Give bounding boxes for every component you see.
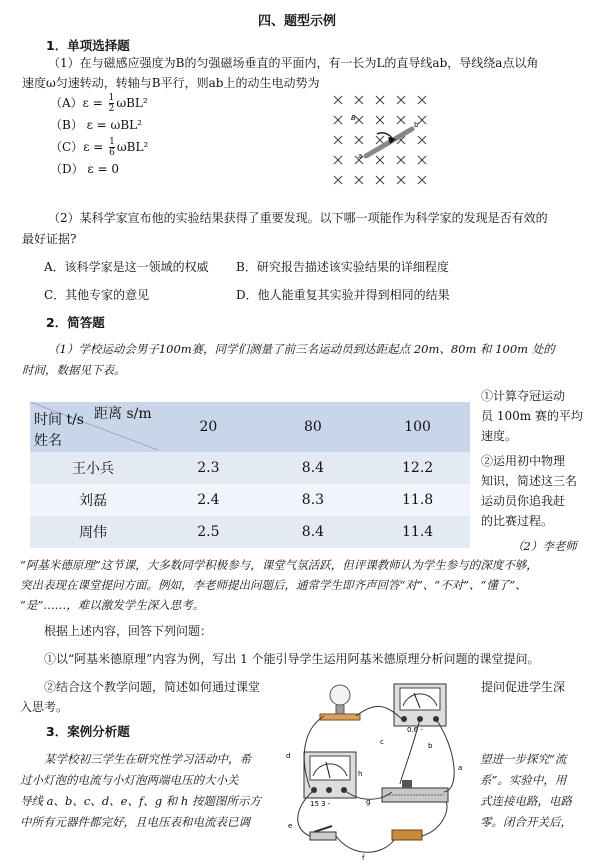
field-cross-icon: [355, 176, 363, 184]
value-cell: 11.4: [402, 524, 434, 540]
p3-left-l3: 导线 a、b、c、d、e、f、g 和 h 按题图所示方: [20, 794, 261, 808]
p3-right-l3: 式连接电路，电路: [480, 794, 572, 808]
p2-prompt: 根据上述内容，回答下列问题：: [44, 624, 213, 638]
p3-right-l2: 系”。实验中，用: [480, 773, 567, 787]
p2-q2-line2: 突出表现在课堂提问方面。例如，李老师提出问题后，通常学生即齐声回答“对”、“不对”、“懂了”、: [20, 578, 527, 592]
rheostat-icon: [382, 780, 448, 802]
side-q2-l1: ②运用初中物理: [481, 454, 566, 468]
q2-option-d: D．他人能重复其实验并得到相同的结果: [236, 288, 450, 302]
name-cell: 刘磊: [79, 493, 108, 509]
wire-label-g: g: [366, 798, 371, 806]
value-cell: 8.3: [301, 492, 325, 508]
magnetic-field-figure: [330, 94, 440, 196]
field-cross-icon: [397, 116, 405, 124]
p3-right-l4: 零。闭合开关后，: [480, 815, 572, 829]
ammeter-scale: 0.6 -: [407, 726, 423, 734]
p2-q1-line1: （1）学校运动会男子100m赛，同学们测量了前三名运动员到达距起点 20m、80m 和 100m 处的: [48, 342, 555, 356]
q2-line2: 最好证据?: [22, 232, 77, 246]
field-cross-icon: [334, 156, 342, 164]
side-q1-l3: 速度。: [481, 429, 518, 443]
q1-option-d: （D） ε = 0: [50, 162, 119, 176]
field-cross-icon: [376, 176, 384, 184]
heading-single-choice: 1．单项选择题: [46, 38, 130, 53]
label-B: B: [351, 114, 356, 122]
label-b: b: [414, 121, 419, 129]
field-cross-icon: [397, 176, 405, 184]
value-cell: 11.8: [402, 492, 434, 508]
field-cross-icon: [355, 116, 363, 124]
q1-line1: （1）在与磁感应强度为B的匀强磁场垂直的平面内，有一长为L的直导线ab，导线绕a点以角: [48, 56, 539, 70]
race-time-table: [30, 402, 470, 548]
circuit-figure: [282, 680, 472, 864]
voltmeter-icon: [304, 752, 356, 798]
label-a: a: [358, 152, 363, 160]
corner-time: 时间 t/s: [34, 412, 84, 428]
value-cell: 8.4: [301, 524, 325, 540]
p2-q2-tail: （2）李老师: [512, 539, 577, 553]
wire-label-d: d: [286, 752, 291, 760]
name-cell: 周伟: [79, 525, 108, 541]
wire-label-b: b: [428, 742, 433, 750]
value-cell: 2.3: [197, 460, 220, 476]
field-cross-icon: [334, 136, 342, 144]
q1-option-b: （B） ε = ωBL²: [50, 118, 142, 132]
q2-option-c: C．其他专家的意见: [44, 288, 150, 302]
table-corner: [30, 402, 156, 452]
p2-sub2-right: 提问促进学生深: [481, 680, 566, 694]
p2-q2-line1: “阿基米德原理”这节课，大多数同学积极参与，课堂气氛活跃，但评课教师认为学生参与的深度不够，: [20, 558, 538, 572]
header-cell: 80: [261, 402, 366, 452]
field-cross-icon: [418, 96, 426, 104]
wire-label-e: e: [288, 822, 293, 830]
voltmeter-scale: 15 3 -: [310, 800, 331, 808]
side-q2-l3: 运动员你追我赶: [481, 494, 566, 508]
field-cross-icon: [355, 136, 363, 144]
section-title: 四、题型示例: [258, 14, 337, 29]
field-cross-icon: [376, 156, 384, 164]
field-cross-icon: [334, 96, 342, 104]
p2-sub2-left: ②结合这个教学问题，简述如何通过课堂: [44, 680, 261, 694]
side-q2-l2: 知识，简述这三名: [481, 474, 578, 488]
name-cell: 王小兵: [72, 461, 115, 477]
header-cell: 20: [156, 402, 261, 452]
wire-label-a: a: [458, 764, 463, 772]
field-cross-icon: [418, 136, 426, 144]
side-q2-l4: 的比赛过程。: [481, 514, 554, 528]
switch-icon: [310, 826, 336, 840]
p2-q1-line2: 时间，数据见下表。: [22, 363, 126, 377]
side-q1-l2: 员 100m 赛的平均: [481, 409, 583, 423]
table-row: [30, 452, 470, 484]
corner-distance: 距离 s/m: [94, 406, 152, 422]
p3-right-l1: 望进一步探究“流: [480, 752, 567, 766]
value-cell: 2.4: [197, 492, 220, 508]
field-cross-icon: [418, 156, 426, 164]
field-cross-icon: [376, 96, 384, 104]
corner-name: 姓名: [34, 433, 62, 449]
heading-short-answer: 2．简答题: [46, 315, 105, 330]
p3-left-l2: 过小灯泡的电流与小灯泡两端电压的大小关: [20, 773, 239, 787]
q2-line1: （2）某科学家宣布他的实验结果获得了重要发现。以下哪一项能作为科学家的发现是否有效的: [48, 211, 548, 225]
value-cell: 12.2: [402, 460, 434, 476]
heading-case-analysis: 3．案例分析题: [46, 724, 130, 739]
q1-line2: 速度ω匀速转动，转轴与B平行，则ab上的动生电动势为: [22, 76, 320, 90]
q1-option-c: （C）ε = $\frac{1}{6}$ ωBL²: [50, 137, 149, 158]
value-cell: 8.4: [301, 460, 325, 476]
field-cross-icon: [418, 116, 426, 124]
field-cross-icon: [334, 176, 342, 184]
p3-left-l4: 中所有元器件都完好，且电压表和电流表已调: [20, 815, 250, 829]
table-row: [30, 484, 470, 516]
q2-option-a: A．该科学家是这一领域的权威: [44, 260, 209, 274]
table-row: [30, 516, 470, 548]
wire-label-c: c: [380, 738, 384, 746]
battery-icon: [392, 830, 422, 840]
field-cross-icon: [418, 176, 426, 184]
side-q1-l1: ①计算夺冠运动: [481, 389, 566, 403]
field-cross-icon: [397, 96, 405, 104]
header-cell: 100: [365, 402, 470, 452]
field-cross-icon: [355, 96, 363, 104]
wire-label-f: f: [362, 854, 365, 862]
field-cross-icon: [397, 156, 405, 164]
wire-label-h: h: [358, 770, 363, 778]
q1-option-a: （A）ε = $\frac{1}{2}$ ωBL²: [50, 93, 148, 114]
p2-sub1: ①以“阿基米德原理”内容为例，写出 1 个能引导学生运用阿基米德原理分析问题的课堂提问。: [44, 652, 540, 666]
q2-option-b: B．研究报告描述该实验结果的详细程度: [236, 260, 449, 274]
p2-q2-line3: “是”……，难以激发学生深入思考。: [20, 598, 205, 612]
bulb-icon: [320, 685, 360, 720]
p2-sub2-line2: 入思考。: [20, 700, 69, 714]
p3-left-l1: 某学校初三学生在研究性学习活动中，希: [44, 752, 251, 766]
field-cross-icon: [376, 116, 384, 124]
value-cell: 2.5: [197, 524, 220, 540]
field-cross-icon: [376, 136, 384, 144]
field-cross-icon: [334, 116, 342, 124]
